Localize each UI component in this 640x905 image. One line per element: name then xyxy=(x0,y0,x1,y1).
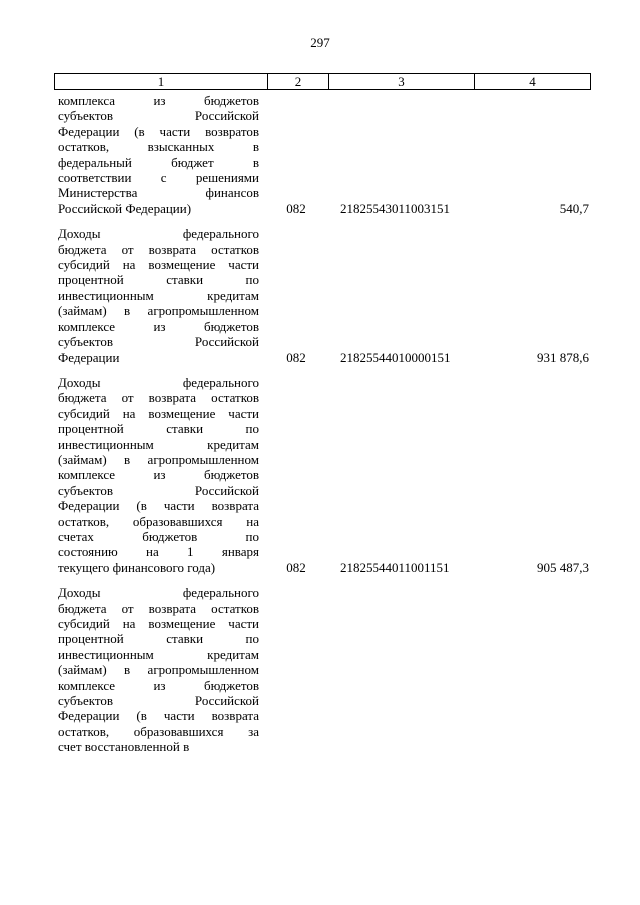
description-line: процентной ставки по xyxy=(58,272,259,288)
row-description xyxy=(58,226,259,365)
description-line: инвестиционным кредитам xyxy=(58,287,259,303)
row-amount: 931 878,6 xyxy=(537,349,589,365)
description-line: Федерации (в части возврата xyxy=(58,708,259,724)
description-line: комплексе из бюджетов xyxy=(58,677,259,693)
description-line: комплексе из бюджетов xyxy=(58,467,259,483)
description-line: состоянию на 1 января xyxy=(58,544,259,560)
description-line: счет восстановленной в xyxy=(58,739,190,755)
description-line: Федерации (в части возврата xyxy=(58,498,259,514)
row-description xyxy=(58,375,259,575)
description-line: субъектов Российской xyxy=(58,334,259,350)
description-line: субъектов Российской xyxy=(58,482,259,498)
description-line: Федерации xyxy=(58,349,120,365)
table-row xyxy=(58,226,593,365)
description-line: (займам) в агропромышленном xyxy=(58,662,259,678)
description-line: инвестиционным кредитам xyxy=(58,646,259,662)
table-row xyxy=(58,375,593,575)
row-admin-code: 082 xyxy=(286,349,306,365)
description-line: Доходы федерального xyxy=(58,374,259,390)
description-line: соответствии с решениями xyxy=(58,170,259,186)
row-description xyxy=(58,585,259,754)
description-line: субсидий на возмещение части xyxy=(58,405,259,421)
description-line: бюджета от возврата остатков xyxy=(58,241,259,257)
description-line: Министерства финансов xyxy=(58,185,259,201)
description-line: бюджета от возврата остатков xyxy=(58,390,259,406)
row-classification-code: 21825544011001151 xyxy=(340,559,450,575)
description-line: (займам) в агропромышленном xyxy=(58,303,259,319)
description-line: Российской Федерации) xyxy=(58,200,192,216)
column-header-2: 2 xyxy=(268,74,329,89)
description-line: счетах бюджетов по xyxy=(58,528,259,544)
description-line: субсидий на возмещение части xyxy=(58,616,259,631)
description-line: федеральный бюджет в xyxy=(58,154,259,170)
row-description xyxy=(58,93,259,216)
row-amount: 905 487,3 xyxy=(537,559,589,575)
description-line: Доходы федерального xyxy=(58,226,259,242)
description-line: субъектов Российской xyxy=(58,108,259,124)
description-line: остатков, образовавшихся за xyxy=(58,723,259,739)
description-line: инвестиционным кредитам xyxy=(58,436,259,452)
description-line: текущего финансового года) xyxy=(58,559,216,575)
row-admin-code: 082 xyxy=(286,200,306,216)
row-classification-code: 21825543011003151 xyxy=(340,200,451,216)
table-row xyxy=(58,93,593,216)
row-admin-code: 082 xyxy=(286,559,306,575)
description-line: субъектов Российской xyxy=(58,693,259,709)
column-header-4: 4 xyxy=(529,74,536,89)
description-line: Доходы федерального xyxy=(58,585,259,601)
description-line: процентной ставки по xyxy=(58,631,259,647)
description-line: остатков, образовавшихся на xyxy=(58,513,259,529)
description-line: субсидий на возмещение части xyxy=(58,257,259,273)
description-line: (займам) в агропромышленном xyxy=(58,451,259,467)
description-line: Федерации (в части возвратов xyxy=(58,123,259,139)
row-classification-code: 21825544010000151 xyxy=(340,349,451,365)
page-number: 297 xyxy=(310,35,330,50)
description-line: комплекса из бюджетов xyxy=(58,93,259,108)
description-line: комплексе из бюджетов xyxy=(58,318,259,334)
description-line: процентной ставки по xyxy=(58,421,259,437)
table-row xyxy=(58,585,593,754)
description-line: бюджета от возврата остатков xyxy=(58,600,259,616)
table-header xyxy=(54,73,591,90)
column-header-1: 1 xyxy=(55,74,268,89)
table-body xyxy=(58,93,593,765)
column-header-3: 3 xyxy=(329,74,475,89)
description-line: остатков, взысканных в xyxy=(58,139,259,155)
row-amount: 540,7 xyxy=(559,200,589,216)
